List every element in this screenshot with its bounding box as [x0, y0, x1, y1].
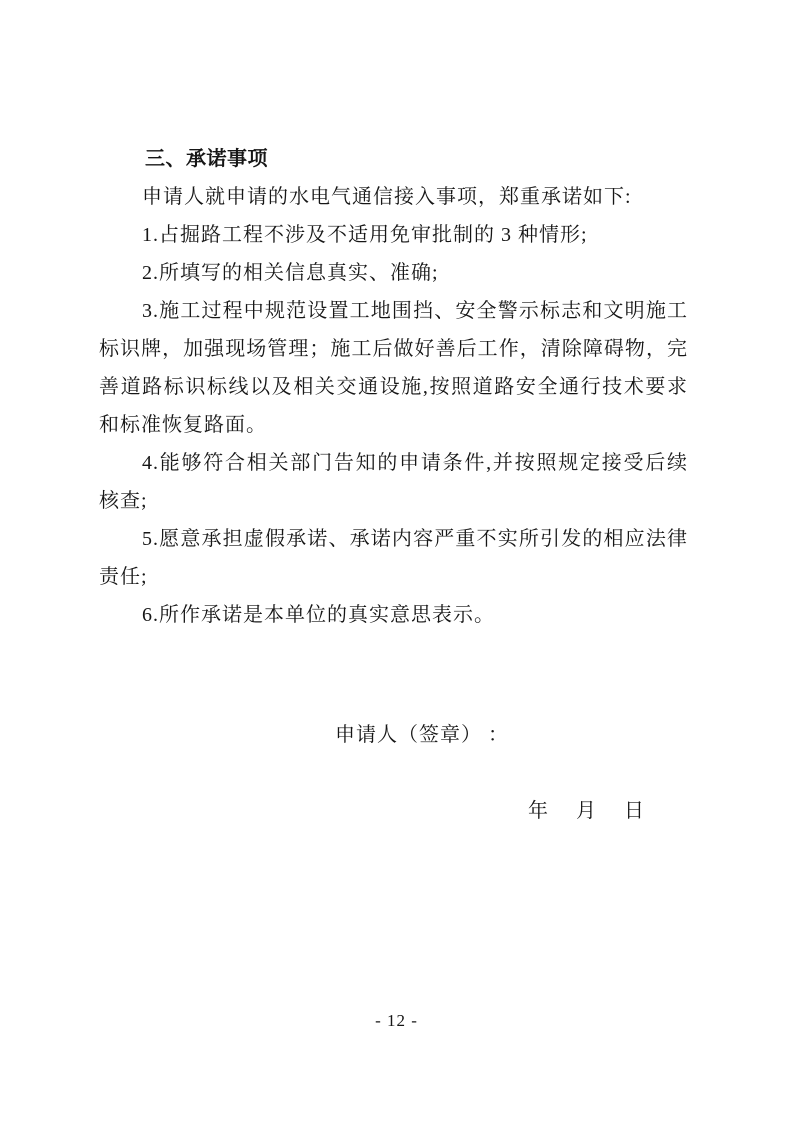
page-number: - 12 - — [375, 1011, 418, 1030]
section-heading: 三、承诺事项 — [145, 148, 268, 170]
commitment-item-6: 6.所作承诺是本单位的真实意思表示。 — [142, 604, 495, 626]
commitment-item-3: 3.施工过程中规范设置工地围挡、安全警示标志和文明施工标识牌，加强现场管理；施工后做好善后工作，清除障碍物，完善道路标识标线以及相关交通设施,按照道路安全通行技术要求和标准恢复路面。 — [99, 300, 688, 436]
signature-line: 申请人（签章） ： — [335, 724, 509, 746]
date-line: 年 月 日 — [528, 800, 645, 822]
commitment-item-2: 2.所填写的相关信息真实、准确; — [142, 262, 439, 284]
commitment-item-4: 4.能够符合相关部门告知的申请条件,并按照规定接受后续核查; — [99, 452, 688, 512]
commitment-item-5: 5.愿意承担虚假承诺、承诺内容严重不实所引发的相应法律责任; — [99, 528, 688, 588]
intro-paragraph: 申请人就申请的水电气通信接入事项，郑重承诺如下: — [142, 186, 632, 208]
commitment-item-1: 1.占掘路工程不涉及不适用免审批制的 3 种情形; — [142, 224, 588, 246]
